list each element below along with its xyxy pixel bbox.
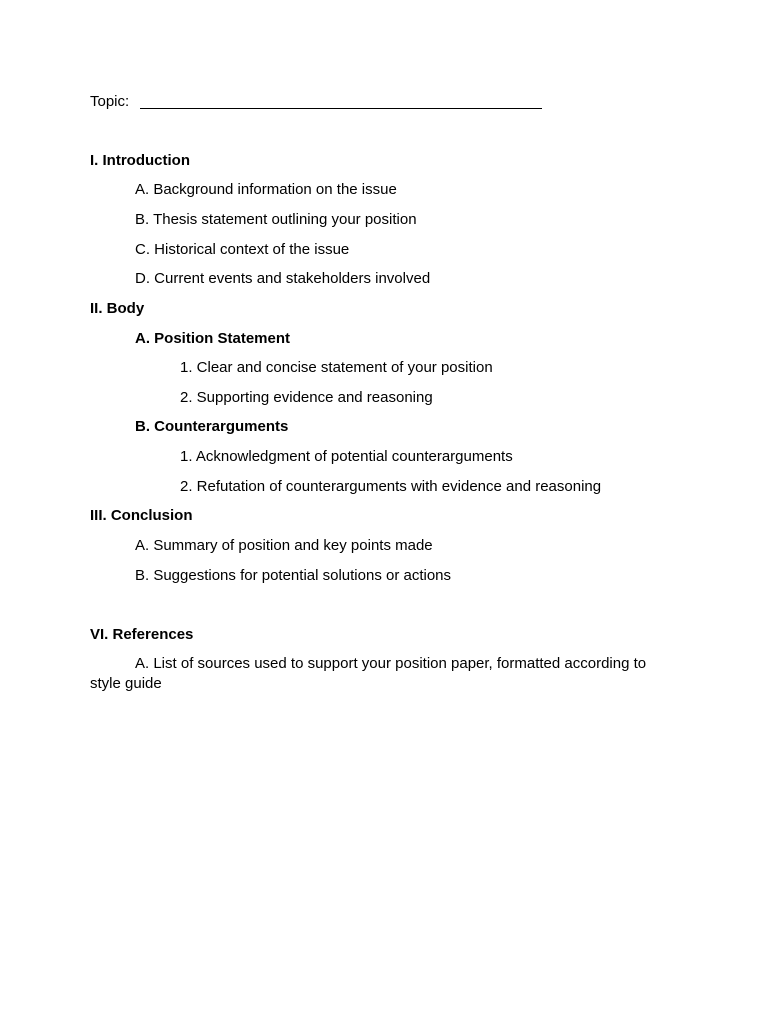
references-item-text: A. List of sources used to support your position paper, formatted according to style guide	[90, 655, 647, 692]
references-item	[90, 654, 670, 694]
introduction-item: A. Background information on the issue	[135, 181, 397, 198]
references-heading: VI. References	[90, 626, 194, 643]
body-heading: II. Body	[90, 300, 145, 317]
conclusion-item: B. Suggestions for potential solutions or actions	[135, 567, 452, 584]
position-statement-item: 2. Supporting evidence and reasoning	[180, 389, 433, 406]
conclusion-item: A. Summary of position and key points made	[135, 537, 433, 554]
introduction-item: B. Thesis statement outlining your position	[135, 211, 417, 228]
topic-blank-line	[140, 108, 542, 109]
counterarguments-item: 1. Acknowledgment of potential counterarguments	[180, 448, 513, 465]
position-statement-heading: A. Position Statement	[135, 330, 291, 347]
introduction-heading: I. Introduction	[90, 152, 190, 169]
counterarguments-item: 2. Refutation of counterarguments with evidence and reasoning	[180, 478, 602, 495]
counterarguments-heading: B. Counterarguments	[135, 418, 289, 435]
position-statement-item: 1. Clear and concise statement of your position	[180, 359, 493, 376]
topic-label: Topic:	[90, 93, 130, 110]
introduction-item: D. Current events and stakeholders involved	[135, 270, 431, 287]
introduction-item: C. Historical context of the issue	[135, 241, 350, 258]
conclusion-heading: III. Conclusion	[90, 507, 193, 524]
